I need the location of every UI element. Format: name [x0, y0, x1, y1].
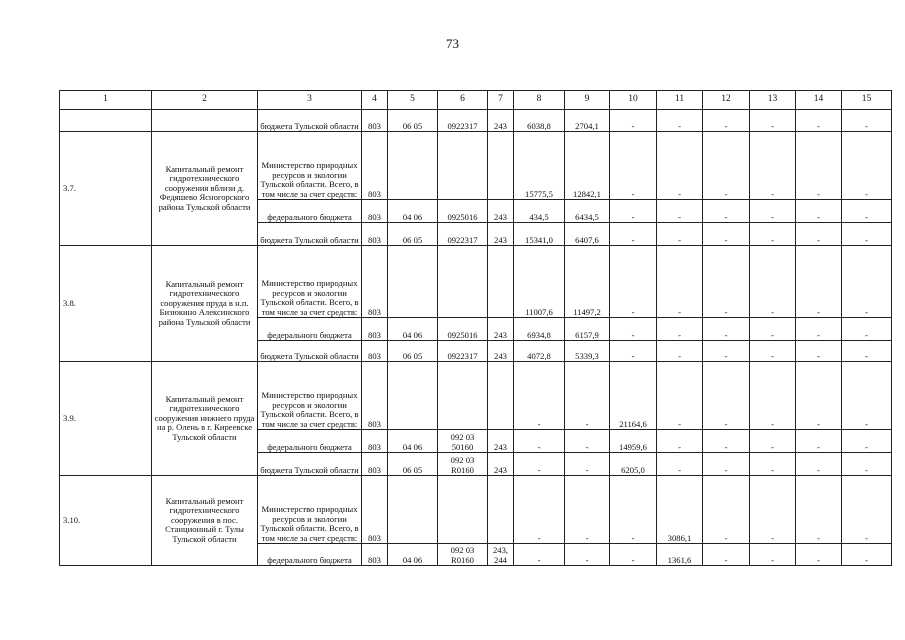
- table-cell: -: [514, 544, 565, 566]
- table-cell: -: [796, 110, 842, 132]
- header-row: [60, 91, 892, 110]
- column-header: 15: [842, 91, 892, 110]
- table-cell: бюджета Тульской области: [258, 341, 362, 362]
- table-cell: -: [610, 200, 657, 223]
- table-cell: -: [610, 132, 657, 200]
- table-cell: -: [796, 453, 842, 476]
- table-cell: -: [842, 200, 892, 223]
- table-cell: 4072,8: [514, 341, 565, 362]
- table-cell: -: [657, 132, 703, 200]
- table-cell: -: [796, 476, 842, 544]
- column-header: 6: [438, 91, 488, 110]
- table-cell: 21164,6: [610, 362, 657, 430]
- table-cell: -: [842, 476, 892, 544]
- table-cell: 243: [488, 110, 514, 132]
- empty-cell: [60, 110, 152, 132]
- table-cell: 11007,6: [514, 246, 565, 318]
- column-header: 5: [388, 91, 438, 110]
- table-cell: [388, 476, 438, 544]
- table-cell: [488, 246, 514, 318]
- table-cell: 243: [488, 318, 514, 341]
- table-cell: -: [703, 200, 750, 223]
- table-cell: -: [750, 318, 796, 341]
- table-cell: 803: [362, 430, 388, 453]
- table-cell: -: [514, 362, 565, 430]
- table-cell: -: [750, 362, 796, 430]
- table-cell: -: [657, 430, 703, 453]
- table-cell: 14959,6: [610, 430, 657, 453]
- table-cell: -: [514, 430, 565, 453]
- table-cell: [438, 476, 488, 544]
- table-cell: [388, 246, 438, 318]
- table-cell: -: [565, 453, 610, 476]
- table-cell: [388, 132, 438, 200]
- column-header: 2: [152, 91, 258, 110]
- table-cell: бюджета Тульской области: [258, 110, 362, 132]
- table-cell: Министерство природных ресурсов и экологии Тульской области. Всего, в том числе за счет средств:: [258, 132, 362, 200]
- page-number: 73: [446, 36, 459, 51]
- table-cell: -: [796, 132, 842, 200]
- column-header: 8: [514, 91, 565, 110]
- table-cell: 243, 244: [488, 544, 514, 566]
- table-cell: -: [610, 476, 657, 544]
- table-cell: -: [610, 246, 657, 318]
- item-number: 3.7.: [60, 132, 152, 246]
- column-header: 9: [565, 91, 610, 110]
- table-row: [60, 246, 892, 318]
- table-cell: -: [796, 246, 842, 318]
- table-cell: -: [703, 453, 750, 476]
- table-cell: -: [703, 430, 750, 453]
- column-header: 11: [657, 91, 703, 110]
- table-row: [60, 476, 892, 544]
- column-header: 14: [796, 91, 842, 110]
- table-cell: 6934,8: [514, 318, 565, 341]
- table-cell: -: [703, 223, 750, 246]
- table-cell: 04 06: [388, 430, 438, 453]
- table-cell: -: [610, 318, 657, 341]
- table-cell: 243: [488, 430, 514, 453]
- table-cell: 04 06: [388, 200, 438, 223]
- table-cell: -: [703, 132, 750, 200]
- table-cell: 6038,8: [514, 110, 565, 132]
- item-number: 3.9.: [60, 362, 152, 476]
- table-cell: [438, 362, 488, 430]
- table-cell: 15341,0: [514, 223, 565, 246]
- table-cell: 803: [362, 476, 388, 544]
- table-cell: 803: [362, 246, 388, 318]
- table-cell: -: [657, 341, 703, 362]
- table-cell: -: [657, 318, 703, 341]
- table-cell: 803: [362, 341, 388, 362]
- table-cell: -: [657, 223, 703, 246]
- table-cell: -: [750, 341, 796, 362]
- table-cell: -: [565, 430, 610, 453]
- item-number: 3.10.: [60, 476, 152, 566]
- column-header: 13: [750, 91, 796, 110]
- table-cell: -: [796, 544, 842, 566]
- table-cell: -: [842, 223, 892, 246]
- table-cell: 6205,0: [610, 453, 657, 476]
- table-cell: Министерство природных ресурсов и экологии Тульской области. Всего, в том числе за счет средств:: [258, 246, 362, 318]
- budget-table: [59, 90, 892, 566]
- table-cell: -: [657, 200, 703, 223]
- table-cell: 803: [362, 110, 388, 132]
- table-cell: -: [565, 476, 610, 544]
- table-cell: -: [703, 246, 750, 318]
- table-cell: 092 03 R0160: [438, 453, 488, 476]
- table-cell: -: [514, 453, 565, 476]
- table-cell: 11497,2: [565, 246, 610, 318]
- table-cell: -: [657, 110, 703, 132]
- table-cell: 243: [488, 453, 514, 476]
- table-cell: 2704,1: [565, 110, 610, 132]
- table-cell: -: [750, 132, 796, 200]
- table-cell: 6434,5: [565, 200, 610, 223]
- table-cell: 803: [362, 453, 388, 476]
- table-cell: -: [610, 223, 657, 246]
- table-cell: 803: [362, 223, 388, 246]
- table-cell: 3086,1: [657, 476, 703, 544]
- table-cell: 1361,6: [657, 544, 703, 566]
- table-cell: -: [565, 362, 610, 430]
- table-cell: [488, 476, 514, 544]
- table-cell: -: [610, 110, 657, 132]
- table-cell: -: [796, 341, 842, 362]
- table-cell: 092 03 50160: [438, 430, 488, 453]
- table-cell: 06 05: [388, 223, 438, 246]
- table-row: [60, 132, 892, 200]
- table-cell: 06 05: [388, 341, 438, 362]
- table-cell: -: [750, 430, 796, 453]
- table-cell: -: [750, 544, 796, 566]
- table-cell: -: [750, 110, 796, 132]
- table-cell: [388, 362, 438, 430]
- table-cell: 04 06: [388, 318, 438, 341]
- object-name: Капитальный ремонт гидротехнического сооружения в пос. Станционный г. Тулы Тульской области: [152, 476, 258, 566]
- column-header: 10: [610, 91, 657, 110]
- table-cell: -: [750, 453, 796, 476]
- table-cell: -: [842, 362, 892, 430]
- item-number: 3.8.: [60, 246, 152, 362]
- table-cell: -: [703, 318, 750, 341]
- table-cell: -: [842, 318, 892, 341]
- table-cell: 803: [362, 362, 388, 430]
- table-cell: -: [657, 453, 703, 476]
- table-cell: [438, 246, 488, 318]
- table-cell: -: [703, 476, 750, 544]
- column-header: 3: [258, 91, 362, 110]
- table-cell: 12842,1: [565, 132, 610, 200]
- table-cell: 0922317: [438, 341, 488, 362]
- table-cell: 0925016: [438, 200, 488, 223]
- table-cell: 5339,3: [565, 341, 610, 362]
- table-cell: 092 03 R0160: [438, 544, 488, 566]
- table-cell: -: [796, 318, 842, 341]
- table-cell: 243: [488, 341, 514, 362]
- table-cell: 0922317: [438, 223, 488, 246]
- table-cell: федерального бюджета: [258, 200, 362, 223]
- table-cell: 434,5: [514, 200, 565, 223]
- column-header: 12: [703, 91, 750, 110]
- table-cell: 06 05: [388, 453, 438, 476]
- column-header: 1: [60, 91, 152, 110]
- object-name: Капитальный ремонт гидротехнического сооружения пруда в н.п. Бизюкино Алексинского района Тульской области: [152, 246, 258, 362]
- table-cell: -: [750, 223, 796, 246]
- table-cell: 06 05: [388, 110, 438, 132]
- table-cell: -: [796, 362, 842, 430]
- table-cell: -: [703, 341, 750, 362]
- table-cell: Министерство природных ресурсов и экологии Тульской области. Всего, в том числе за счет средств:: [258, 476, 362, 544]
- table-cell: -: [750, 476, 796, 544]
- table-cell: -: [703, 544, 750, 566]
- table-cell: 0925016: [438, 318, 488, 341]
- table-cell: -: [657, 246, 703, 318]
- table-cell: -: [796, 223, 842, 246]
- table-cell: -: [842, 453, 892, 476]
- table-cell: федерального бюджета: [258, 430, 362, 453]
- table-row: [60, 362, 892, 430]
- table-cell: -: [657, 362, 703, 430]
- table-cell: федерального бюджета: [258, 544, 362, 566]
- column-header: 7: [488, 91, 514, 110]
- table-cell: -: [703, 110, 750, 132]
- table-cell: -: [565, 544, 610, 566]
- table-cell: 0922317: [438, 110, 488, 132]
- table-cell: 243: [488, 200, 514, 223]
- table-cell: 243: [488, 223, 514, 246]
- table-cell: 6157,9: [565, 318, 610, 341]
- empty-cell: [152, 110, 258, 132]
- table-cell: 803: [362, 544, 388, 566]
- table-cell: -: [842, 246, 892, 318]
- table-row: [60, 110, 892, 132]
- table-cell: [488, 362, 514, 430]
- object-name: Капитальный ремонт гидротехнического сооружения вблизи д. Федяшево Ясногорского района Тульской области: [152, 132, 258, 246]
- column-header: 4: [362, 91, 388, 110]
- table-cell: -: [750, 200, 796, 223]
- table-cell: -: [842, 544, 892, 566]
- table-cell: -: [796, 430, 842, 453]
- table-cell: 6407,6: [565, 223, 610, 246]
- table-cell: -: [514, 476, 565, 544]
- table-cell: -: [703, 362, 750, 430]
- object-name: Капитальный ремонт гидротехнического сооружения нижнего пруда на р. Олень в г. Киреевске Тульской области: [152, 362, 258, 476]
- table-cell: [438, 132, 488, 200]
- table-cell: -: [750, 246, 796, 318]
- table-cell: -: [610, 544, 657, 566]
- table-cell: -: [842, 430, 892, 453]
- table-cell: бюджета Тульской области: [258, 223, 362, 246]
- table-cell: -: [842, 341, 892, 362]
- table-cell: 803: [362, 200, 388, 223]
- table-cell: 04 06: [388, 544, 438, 566]
- table-cell: Министерство природных ресурсов и экологии Тульской области. Всего, в том числе за счет средств:: [258, 362, 362, 430]
- table-cell: 803: [362, 132, 388, 200]
- table-cell: -: [842, 132, 892, 200]
- table-cell: бюджета Тульской области: [258, 453, 362, 476]
- table-cell: 803: [362, 318, 388, 341]
- table-cell: -: [796, 200, 842, 223]
- table-cell: 15775,5: [514, 132, 565, 200]
- table-cell: [488, 132, 514, 200]
- table-cell: федерального бюджета: [258, 318, 362, 341]
- table-cell: -: [842, 110, 892, 132]
- table-cell: -: [610, 341, 657, 362]
